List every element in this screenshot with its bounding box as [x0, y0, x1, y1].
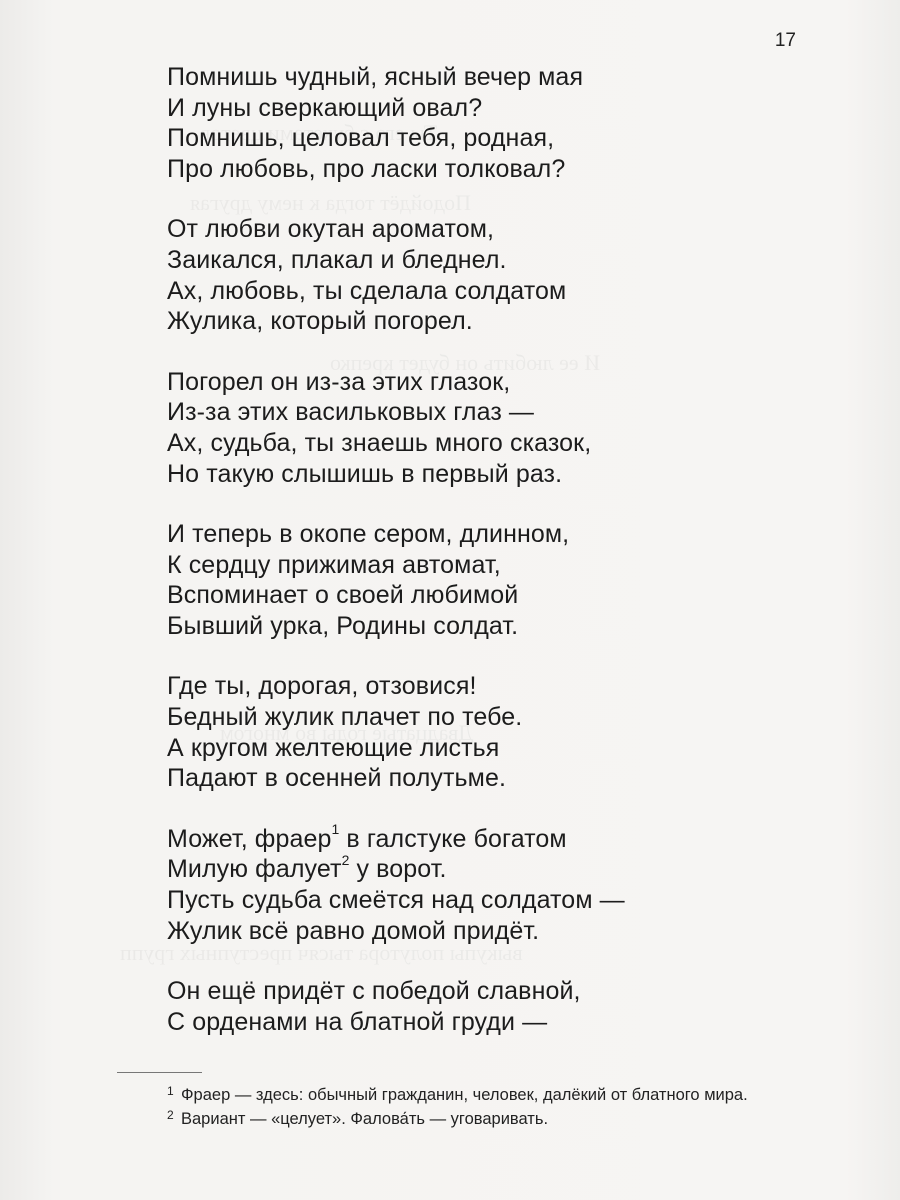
- poem-line: И теперь в окопе сером, длинном,: [167, 519, 570, 548]
- poem-line: От любви окутан ароматом,: [167, 215, 495, 244]
- poem-line: [167, 851, 807, 885]
- poem-line: Заикался, плакал и бледнел.: [167, 246, 507, 275]
- stanza: [167, 976, 807, 1037]
- footnote-ref: 2: [341, 851, 350, 868]
- poem-line: Падают в осенней полутьме.: [167, 764, 507, 793]
- poem-line: И луны сверкающий овал?: [167, 93, 483, 122]
- footnote-divider: [117, 1072, 202, 1073]
- poem-line: Помнишь чудный, ясный вечер мая: [167, 63, 584, 91]
- footnote: [117, 1109, 777, 1131]
- poem-line: Где ты, дорогая, отзовися!: [167, 672, 477, 701]
- poem-line: Вспоминает о своей любимой: [167, 581, 519, 610]
- stanza: [167, 671, 807, 794]
- stanza: [167, 519, 807, 642]
- stanza: [167, 62, 807, 185]
- poem-line-text: у ворот.: [349, 855, 447, 884]
- poem-line: [167, 821, 807, 855]
- footnote-mark: 1: [167, 1084, 174, 1098]
- poem-line: Из-за этих васильковых глаз —: [167, 398, 535, 427]
- page-number: 17: [774, 30, 796, 51]
- stanza: [167, 821, 807, 947]
- poem-line: Ах, судьба, ты знаешь много сказок,: [167, 429, 592, 458]
- footnote-ref: 1: [331, 821, 340, 838]
- stanza: [167, 214, 807, 337]
- poem-line: Но такую слышишь в первый раз.: [167, 459, 563, 488]
- poem-line: Жулик всё равно домой придёт.: [167, 916, 540, 945]
- poem-line: К сердцу прижимая автомат,: [167, 550, 501, 579]
- footnote: [117, 1085, 777, 1107]
- footnote-text: Вариант — «целует». Фалова́ть — уговаривать.: [181, 1109, 549, 1128]
- poem-line-text: Может, фраер: [167, 824, 332, 853]
- poem-line-text: в галстуке богатом: [339, 824, 567, 853]
- poem-line: Пусть судьба смеётся над солдатом —: [167, 885, 625, 914]
- poem-line: С орденами на блатной груди —: [167, 1007, 548, 1036]
- stanza: [167, 367, 807, 490]
- poem: [167, 62, 807, 1067]
- footnote-text: Фраер — здесь: обычный гражданин, человек, далёкий от блатного мира.: [181, 1086, 748, 1104]
- footnote-mark: 2: [167, 1107, 174, 1122]
- poem-line: Жулика, который погорел.: [167, 307, 473, 336]
- poem-line: Бедный жулик плачет по тебе.: [167, 702, 523, 731]
- poem-line: Он ещё придёт с победой славной,: [167, 976, 581, 1005]
- poem-line: Помнишь, целовал тебя, родная,: [167, 124, 555, 153]
- poem-line: Про любовь, про ласки толковал?: [167, 155, 566, 184]
- poem-line: А кругом желтеющие листья: [167, 733, 500, 762]
- poem-line-text: Милую фалует: [167, 855, 342, 884]
- poem-line: Ах, любовь, ты сделала солдатом: [167, 276, 567, 305]
- poem-line: Погорел он из-за этих глазок,: [167, 367, 511, 396]
- poem-line: Бывший урка, Родины солдат.: [167, 612, 519, 641]
- footnotes: [117, 1085, 777, 1132]
